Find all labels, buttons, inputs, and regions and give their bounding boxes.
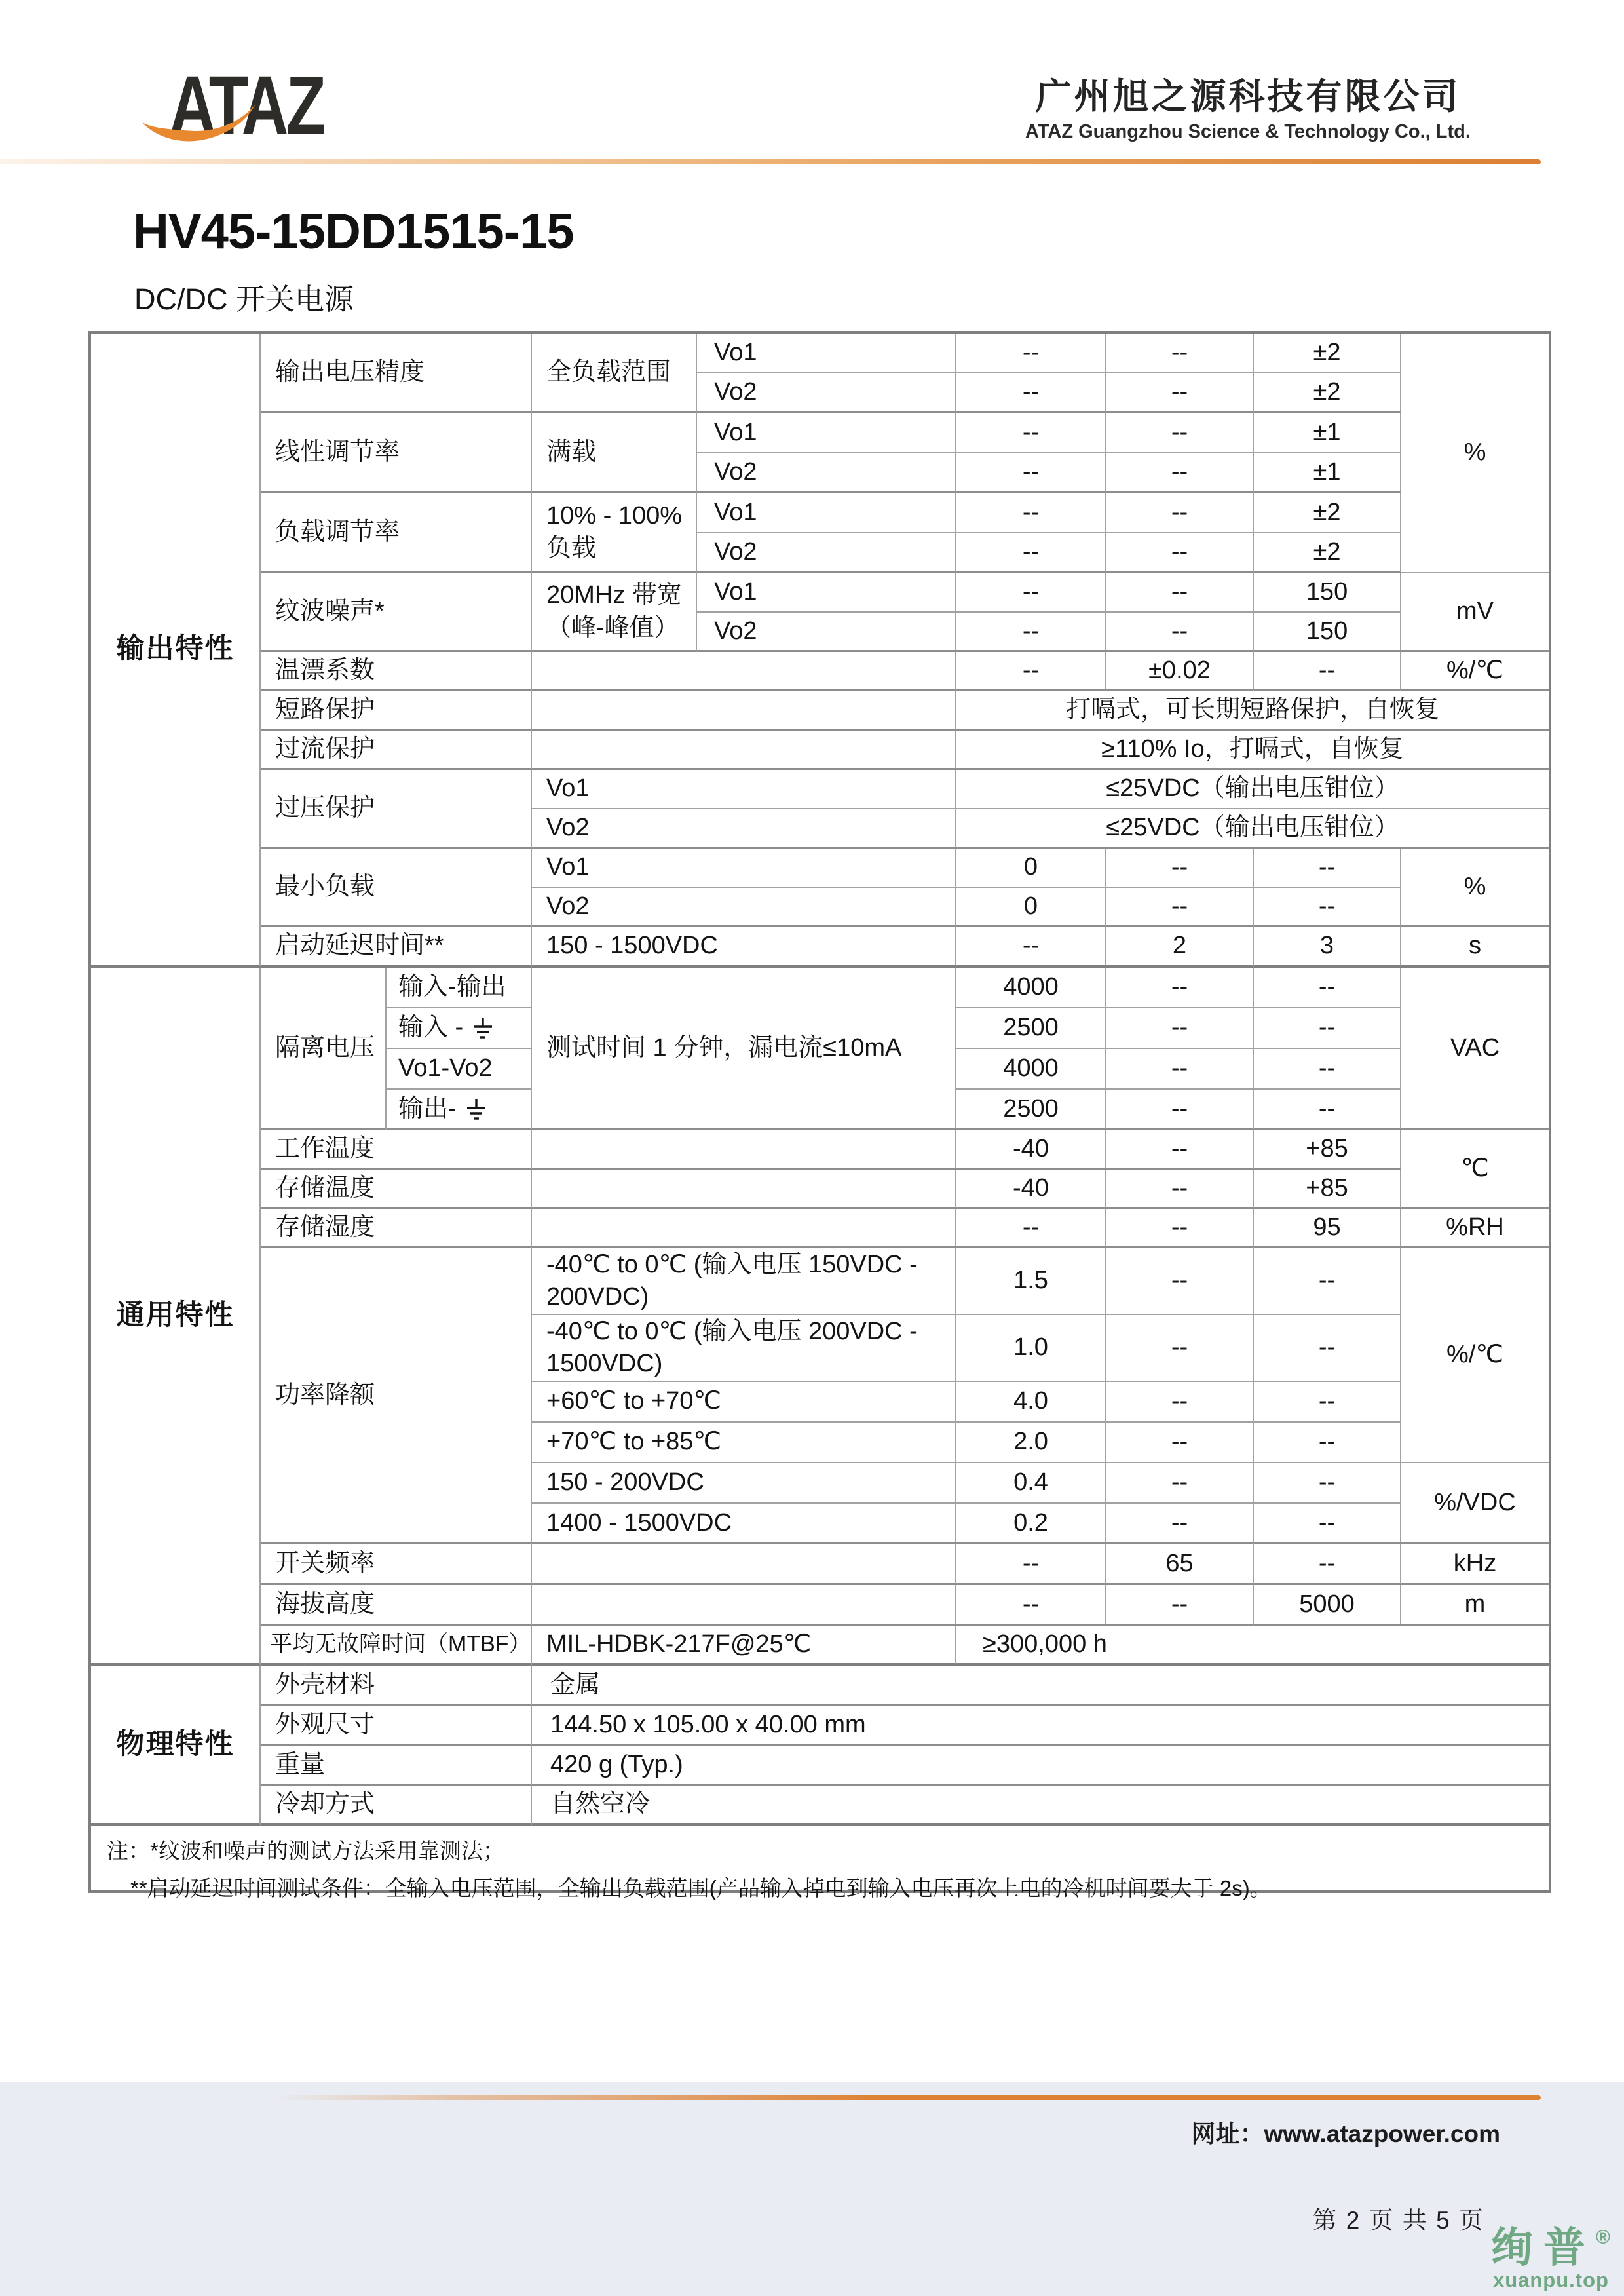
spec-value: 2500 [956, 1008, 1106, 1049]
spec-value: -- [1106, 334, 1254, 373]
spec-param: 存储湿度 [261, 1209, 532, 1248]
spec-value: 150 [1254, 573, 1401, 613]
spec-value: -- [1106, 849, 1254, 888]
spec-cond: +70℃ to +85℃ [532, 1423, 956, 1463]
earth-ground-icon [463, 1096, 489, 1122]
spec-value: ≥110% Io，打嗝式，自恢复 [956, 731, 1549, 770]
spec-param: 隔离电压 [261, 968, 387, 1130]
spec-sub: Vo1 [697, 493, 956, 533]
spec-param: 短路保护 [261, 691, 532, 731]
spec-value: 5000 [1254, 1585, 1401, 1626]
spec-value: -- [1254, 1544, 1401, 1585]
spec-value: 2500 [956, 1090, 1106, 1130]
spec-value: -- [1106, 413, 1254, 453]
spec-value: -- [1106, 533, 1254, 573]
spec-sub: Vo1 [532, 849, 956, 888]
spec-cond: +60℃ to +70℃ [532, 1382, 956, 1423]
spec-value: -- [1254, 968, 1401, 1008]
spec-param: 平均无故障时间（MTBF） [261, 1626, 532, 1666]
spec-value: +85 [1254, 1130, 1401, 1170]
spec-unit: %/VDC [1401, 1463, 1549, 1544]
spec-value: ±0.02 [1106, 652, 1254, 691]
product-subtitle: DC/DC 开关电源 [134, 282, 354, 316]
spec-value: -- [1106, 1315, 1254, 1382]
spec-value: -- [1106, 1423, 1254, 1463]
spec-cond-empty [532, 1585, 956, 1626]
spec-value: -- [1106, 888, 1254, 927]
spec-value: -- [1254, 1248, 1401, 1315]
spec-value: ≤25VDC（输出电压钳位） [956, 809, 1549, 849]
spec-value: -- [1254, 1049, 1401, 1090]
spec-value: 144.50 x 105.00 x 40.00 mm [532, 1706, 1549, 1746]
spec-table [88, 331, 1551, 1900]
spec-cond: 150 - 1500VDC [532, 927, 956, 968]
spec-value: +85 [1254, 1170, 1401, 1209]
spec-value: -- [956, 1209, 1106, 1248]
registered-mark-icon: ® [1595, 2227, 1610, 2248]
website-line [1192, 2114, 1501, 2149]
spec-value: -- [1106, 453, 1254, 493]
spec-param: 工作温度 [261, 1130, 532, 1170]
spec-value: -- [956, 453, 1106, 493]
spec-value: -- [1106, 968, 1254, 1008]
spec-cond: 150 - 200VDC [532, 1463, 956, 1504]
spec-value: 1.5 [956, 1248, 1106, 1315]
spec-cond: MIL-HDBK-217F@25℃ [532, 1626, 956, 1666]
spec-cond: 10% - 100%负载 [532, 493, 697, 573]
spec-value: 1.0 [956, 1315, 1106, 1382]
spec-param: 过流保护 [261, 731, 532, 770]
spec-value: -- [956, 573, 1106, 613]
spec-unit: mV [1401, 573, 1549, 652]
spec-sub: Vo2 [697, 533, 956, 573]
spec-value: ±1 [1254, 453, 1401, 493]
spec-value: ±1 [1254, 413, 1401, 453]
spec-value: 95 [1254, 1209, 1401, 1248]
spec-unit: kHz [1401, 1544, 1549, 1585]
section-label-general: 通用特性 [91, 968, 261, 1666]
spec-sub: Vo2 [697, 453, 956, 493]
spec-value: -- [1106, 1585, 1254, 1626]
spec-value: 0 [956, 849, 1106, 888]
spec-value: ±2 [1254, 334, 1401, 373]
spec-sub: Vo2 [697, 613, 956, 652]
spec-value: -- [1254, 1315, 1401, 1382]
spec-sub [387, 1008, 532, 1049]
watermark-domain: xuanpu.top [1492, 2268, 1609, 2291]
spec-unit: % [1401, 849, 1549, 927]
spec-cond: 20MHz 带宽（峰-峰值） [532, 573, 697, 652]
spec-value: -- [1106, 493, 1254, 533]
spec-cond: -40℃ to 0℃ (输入电压 150VDC - 200VDC) [532, 1248, 956, 1315]
spec-value: -- [956, 533, 1106, 573]
spec-value: -- [956, 652, 1106, 691]
website-url: www.atazpower.com [1264, 2120, 1500, 2147]
spec-value: -40 [956, 1130, 1106, 1170]
spec-cond: 全负载范围 [532, 334, 697, 413]
spec-value: 打嗝式，可长期短路保护，自恢复 [956, 691, 1549, 731]
spec-sub: Vo2 [532, 888, 956, 927]
company-name-cn: 广州旭之源科技有限公司 [1035, 76, 1461, 117]
header-divider [0, 159, 1541, 164]
note-line-1: 注：*纹波和噪声的测试方法采用靠测法； [107, 1839, 504, 1863]
spec-value: 0.4 [956, 1463, 1106, 1504]
spec-value: -- [1254, 1463, 1401, 1504]
spec-value: 4000 [956, 1049, 1106, 1090]
spec-cond-empty [532, 1170, 956, 1209]
spec-param: 重量 [261, 1746, 532, 1786]
spec-sub-label: 输出- [398, 1094, 457, 1122]
spec-sub: Vo2 [697, 373, 956, 413]
spec-value: 150 [1254, 613, 1401, 652]
xuanpu-watermark [1490, 2224, 1610, 2291]
spec-value: -- [956, 927, 1106, 968]
spec-value: -- [1106, 373, 1254, 413]
spec-sub: Vo1-Vo2 [387, 1049, 532, 1090]
spec-value: 2 [1106, 927, 1254, 968]
spec-param: 冷却方式 [261, 1786, 532, 1826]
spec-value: -- [1106, 1248, 1254, 1315]
spec-cond-empty [532, 1130, 956, 1170]
spec-value: ≥300,000 h [956, 1626, 1549, 1666]
spec-value: -- [1254, 652, 1401, 691]
website-label: 网址： [1191, 2120, 1264, 2147]
spec-value: ±2 [1254, 533, 1401, 573]
spec-sub: Vo1 [697, 413, 956, 453]
spec-unit: VAC [1401, 968, 1549, 1130]
spec-param: 过压保护 [261, 770, 532, 849]
spec-sub-label: 输入 - [398, 1014, 464, 1042]
logo-text: ATAZ [169, 59, 324, 153]
note-line-2: **启动延迟时间测试条件：全输入电压范围，全输出负载范围(产品输入掉电到输入电压再次上电的冷机时间要大于 2s)。 [130, 1875, 1272, 1900]
spec-value: -- [1254, 1090, 1401, 1130]
spec-value: -- [1106, 1008, 1254, 1049]
spec-value: ≤25VDC（输出电压钳位） [956, 770, 1549, 809]
footer-divider [275, 2095, 1541, 2100]
spec-value: -- [956, 1585, 1106, 1626]
spec-value: -- [1254, 888, 1401, 927]
spec-param: 负载调节率 [261, 493, 532, 573]
spec-param: 外壳材料 [261, 1666, 532, 1706]
spec-unit: %/℃ [1401, 652, 1549, 691]
spec-value: 自然空冷 [532, 1786, 1549, 1826]
spec-value: 金属 [532, 1666, 1549, 1706]
spec-value: -- [1106, 573, 1254, 613]
earth-ground-icon [470, 1015, 496, 1041]
section-label-output: 输出特性 [91, 334, 261, 968]
spec-value: -- [1254, 849, 1401, 888]
spec-value: 65 [1106, 1544, 1254, 1585]
spec-sub: Vo1 [532, 770, 956, 809]
spec-value: -- [956, 373, 1106, 413]
spec-value: -- [1254, 1008, 1401, 1049]
spec-value: 4.0 [956, 1382, 1106, 1423]
spec-unit: m [1401, 1585, 1549, 1626]
spec-cond-empty [532, 731, 956, 770]
spec-value: -- [1106, 1209, 1254, 1248]
spec-value: -- [956, 413, 1106, 453]
spec-value: -- [1106, 1049, 1254, 1090]
spec-param: 最小负载 [261, 849, 532, 927]
spec-value: 2.0 [956, 1423, 1106, 1463]
spec-sub: Vo2 [532, 809, 956, 849]
company-block [1012, 76, 1484, 143]
spec-value: -- [1254, 1423, 1401, 1463]
spec-param: 输出电压精度 [261, 334, 532, 413]
spec-cond: 满载 [532, 413, 697, 493]
spec-sub: Vo1 [697, 334, 956, 373]
spec-param: 外观尺寸 [261, 1706, 532, 1746]
spec-cond-empty [532, 652, 956, 691]
spec-value: -- [1254, 1504, 1401, 1544]
spec-cond: 测试时间 1 分钟，漏电流≤10mA [532, 968, 956, 1130]
spec-value: -- [956, 493, 1106, 533]
spec-value: -- [1106, 1504, 1254, 1544]
page-number: 第 2 页 共 5 页 [1312, 2207, 1484, 2234]
table-notes [91, 1826, 1549, 1900]
spec-param: 温漂系数 [261, 652, 532, 691]
spec-sub: 输入-输出 [387, 968, 532, 1008]
spec-value: -- [1106, 1382, 1254, 1423]
spec-sub: Vo1 [697, 573, 956, 613]
spec-cond: 1400 - 1500VDC [532, 1504, 956, 1544]
spec-value: 3 [1254, 927, 1401, 968]
spec-param: 功率降额 [261, 1248, 532, 1544]
spec-value: 0 [956, 888, 1106, 927]
spec-cond-empty [532, 1209, 956, 1248]
spec-value: -- [1106, 1090, 1254, 1130]
spec-value: -- [956, 1544, 1106, 1585]
spec-param: 启动延迟时间** [261, 927, 532, 968]
spec-value: 4000 [956, 968, 1106, 1008]
watermark-text: 绚普 [1490, 2224, 1596, 2271]
spec-unit: % [1401, 334, 1549, 573]
spec-unit: ℃ [1401, 1130, 1549, 1209]
section-label-physical: 物理特性 [91, 1666, 261, 1826]
spec-param: 开关频率 [261, 1544, 532, 1585]
product-model-title: HV45-15DD1515-15 [133, 204, 574, 259]
spec-unit: s [1401, 927, 1549, 968]
spec-value: 420 g (Typ.) [532, 1746, 1549, 1786]
spec-value: -- [956, 613, 1106, 652]
spec-value: -- [956, 334, 1106, 373]
spec-value: -- [1106, 1170, 1254, 1209]
spec-unit: %/℃ [1401, 1248, 1549, 1463]
spec-param: 纹波噪声* [261, 573, 532, 652]
spec-value: -- [1106, 1130, 1254, 1170]
ataz-logo [169, 59, 379, 163]
spec-param: 存储温度 [261, 1170, 532, 1209]
spec-value: -40 [956, 1170, 1106, 1209]
spec-param: 线性调节率 [261, 413, 532, 493]
spec-param: 海拔高度 [261, 1585, 532, 1626]
spec-sub [387, 1090, 532, 1130]
spec-value: 0.2 [956, 1504, 1106, 1544]
spec-value: ±2 [1254, 493, 1401, 533]
spec-value: -- [1254, 1382, 1401, 1423]
spec-cond-empty [532, 1544, 956, 1585]
company-name-en: ATAZ Guangzhou Science & Technology Co., Ltd. [1025, 121, 1471, 143]
logo-swoosh-icon [140, 101, 257, 144]
spec-value: ±2 [1254, 373, 1401, 413]
spec-unit: %RH [1401, 1209, 1549, 1248]
spec-value: -- [1106, 613, 1254, 652]
spec-value: -- [1106, 1463, 1254, 1504]
spec-cond: -40℃ to 0℃ (输入电压 200VDC - 1500VDC) [532, 1315, 956, 1382]
spec-cond-empty [532, 691, 956, 731]
